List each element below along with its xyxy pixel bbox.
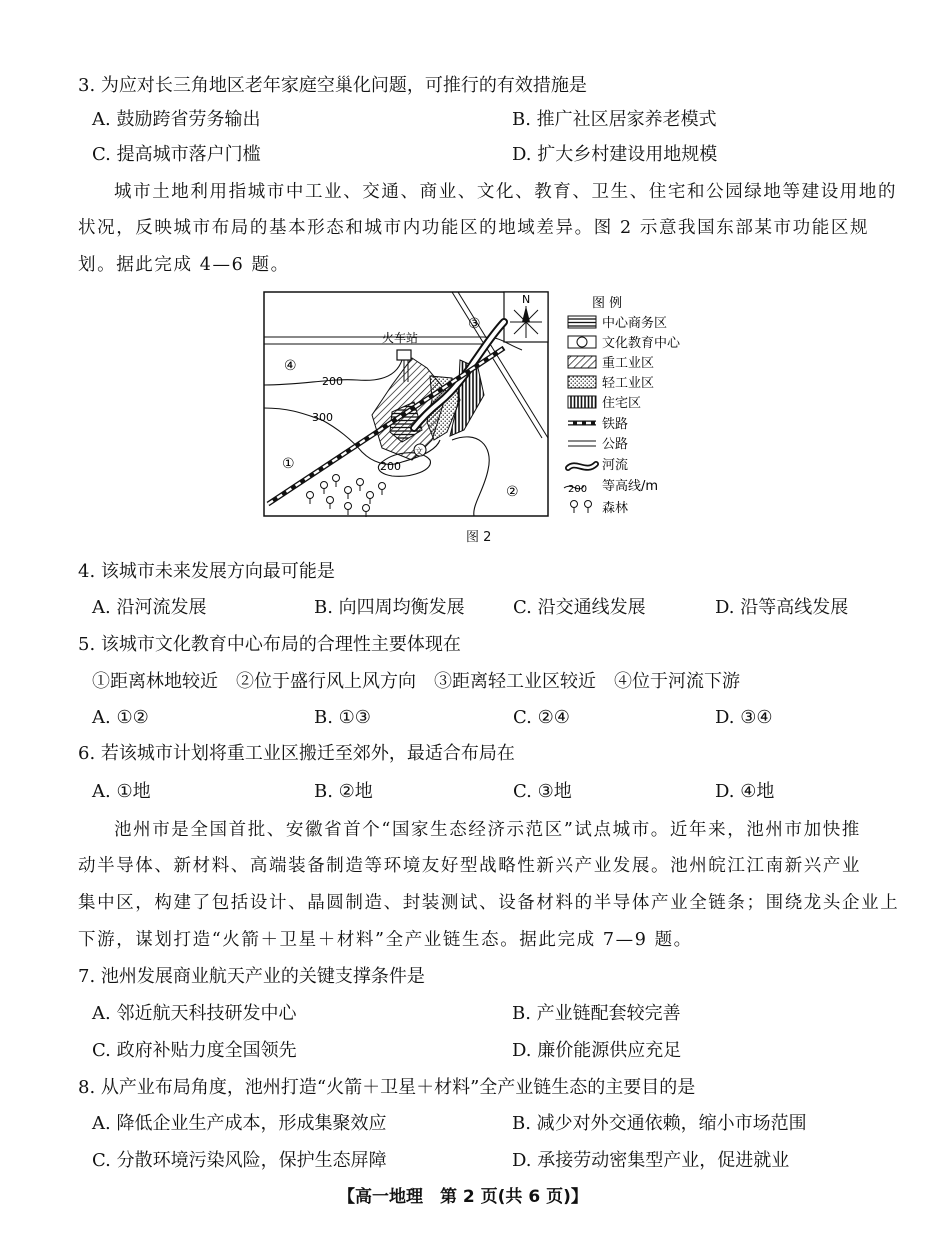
legend-light-industry-swatch <box>568 376 596 388</box>
culture-education-center-symbol: 文 <box>415 447 423 456</box>
marker-2: ② <box>506 484 519 500</box>
passage1-line-1: 城市土地利用指城市中工业、交通、商业、文化、教育、卫生、住宅和公园绿地等建设用地的 <box>114 182 898 202</box>
q3-option-d: D. 扩大乡村建设用地规模 <box>512 144 718 165</box>
contour-label-300: 300 <box>312 411 333 424</box>
passage2-line-3: 集中区，构建了包括设计、晶圆制造、封装测试、设备材料的半导体产业全链条；围绕龙头企业上 <box>78 893 900 913</box>
legend-light-industry-label: 轻工业区 <box>602 376 655 391</box>
q5-stem: 5. 该城市文化教育中心布局的合理性主要体现在 <box>78 634 461 655</box>
legend-highway-swatch <box>568 441 596 446</box>
marker-1: ① <box>282 456 295 472</box>
marker-4: ④ <box>284 358 297 374</box>
q7-option-a: A. 邻近航天科技研发中心 <box>92 1003 297 1024</box>
q7-option-b: B. 产业链配套较完善 <box>512 1003 681 1024</box>
q6-stem: 6. 若该城市计划将重工业区搬迁至郊外，最适合布局在 <box>78 743 515 764</box>
q8-option-d: D. 承接劳动密集型产业，促进就业 <box>512 1150 790 1171</box>
q7-option-c: C. 政府补贴力度全国领先 <box>92 1040 297 1061</box>
q7-stem: 7. 池州发展商业航天产业的关键支撑条件是 <box>78 966 425 987</box>
contour-label-200-hill: 200 <box>380 460 401 473</box>
q8-option-a: A. 降低企业生产成本，形成集聚效应 <box>92 1113 387 1134</box>
legend-contour-label: 等高线/m <box>602 479 659 494</box>
marker-3: ③ <box>468 316 481 332</box>
q5-option-d: D. ③④ <box>715 707 773 728</box>
railway-station-label: 火车站 <box>382 331 419 345</box>
contour-label-200: 200 <box>322 375 343 388</box>
q3-stem: 3. 为应对长三角地区老年家庭空巢化问题，可推行的有效措施是 <box>78 75 587 96</box>
q3-option-b: B. 推广社区居家养老模式 <box>512 109 717 130</box>
q4-stem: 4. 该城市未来发展方向最可能是 <box>78 561 335 582</box>
legend-cbd-swatch <box>568 316 596 328</box>
legend-education-label: 文化教育中心 <box>602 336 681 351</box>
figure-2-map <box>262 290 702 520</box>
legend-forest-swatch <box>571 501 592 514</box>
q5-option-c: C. ②④ <box>513 707 570 728</box>
legend-forest-label: 森林 <box>602 501 629 516</box>
legend-heavy-industry-swatch <box>568 356 596 368</box>
passage2-line-4: 下游，谋划打造“火箭＋卫星＋材料”全产业链生态。据此完成 7—9 题。 <box>78 930 693 950</box>
q6-option-d: D. ④地 <box>715 781 775 802</box>
q5-option-a: A. ①② <box>92 707 149 728</box>
north-label: N <box>522 293 531 306</box>
q8-stem: 8. 从产业布局角度，池州打造“火箭＋卫星＋材料”全产业链生态的主要目的是 <box>78 1077 696 1098</box>
culture-education-center-icon <box>414 444 426 456</box>
legend-cbd-label: 中心商务区 <box>602 316 668 331</box>
passage1-line-2: 状况，反映城市布局的基本形态和城市内功能区的地域差异。图 2 示意我国东部某市功能区规 <box>78 218 870 238</box>
q6-option-b: B. ②地 <box>314 781 373 802</box>
legend-contour-value: 200 <box>568 484 588 495</box>
page-footer: 【高一地理 第 2 页(共 6 页)】 <box>338 1187 588 1207</box>
q6-option-c: C. ③地 <box>513 781 572 802</box>
q4-option-b: B. 向四周均衡发展 <box>314 597 465 618</box>
legend-residential-label: 住宅区 <box>602 396 642 411</box>
passage1-line-3: 划。据此完成 4—6 题。 <box>78 255 290 275</box>
legend <box>564 296 681 516</box>
q6-option-a: A. ①地 <box>92 781 151 802</box>
figure-caption: 图 2 <box>466 530 492 545</box>
q8-option-b: B. 减少对外交通依赖，缩小市场范围 <box>512 1113 807 1134</box>
q3-option-a: A. 鼓励跨省劳务输出 <box>92 109 261 130</box>
q4-option-a: A. 沿河流发展 <box>92 597 207 618</box>
legend-residential-swatch <box>568 396 596 408</box>
legend-heavy-industry-label: 重工业区 <box>602 356 655 371</box>
q4-option-c: C. 沿交通线发展 <box>513 597 646 618</box>
q7-option-d: D. 廉价能源供应充足 <box>512 1040 682 1061</box>
legend-railway-label: 铁路 <box>602 417 629 432</box>
q4-option-d: D. 沿等高线发展 <box>715 597 849 618</box>
legend-highway-label: 公路 <box>602 437 629 452</box>
passage2-line-2: 动半导体、新材料、高端装备制造等环境友好型战略性新兴产业发展。池州皖江江南新兴产业 <box>78 856 862 876</box>
q5-option-b: B. ①③ <box>314 707 371 728</box>
legend-river-swatch <box>568 464 596 468</box>
legend-river-label: 河流 <box>602 458 629 473</box>
q5-statements: ①距离林地较近 ②位于盛行风上风方向 ③距离轻工业区较近 ④位于河流下游 <box>92 671 740 692</box>
north-arrow-icon <box>504 292 548 342</box>
passage2-line-1: 池州市是全国首批、安徽省首个“国家生态经济示范区”试点城市。近年来，池州市加快推 <box>114 820 861 840</box>
q8-option-c: C. 分散环境污染风险，保护生态屏障 <box>92 1150 387 1171</box>
q3-option-c: C. 提高城市落户门槛 <box>92 144 261 165</box>
legend-title: 图 例 <box>592 296 623 311</box>
